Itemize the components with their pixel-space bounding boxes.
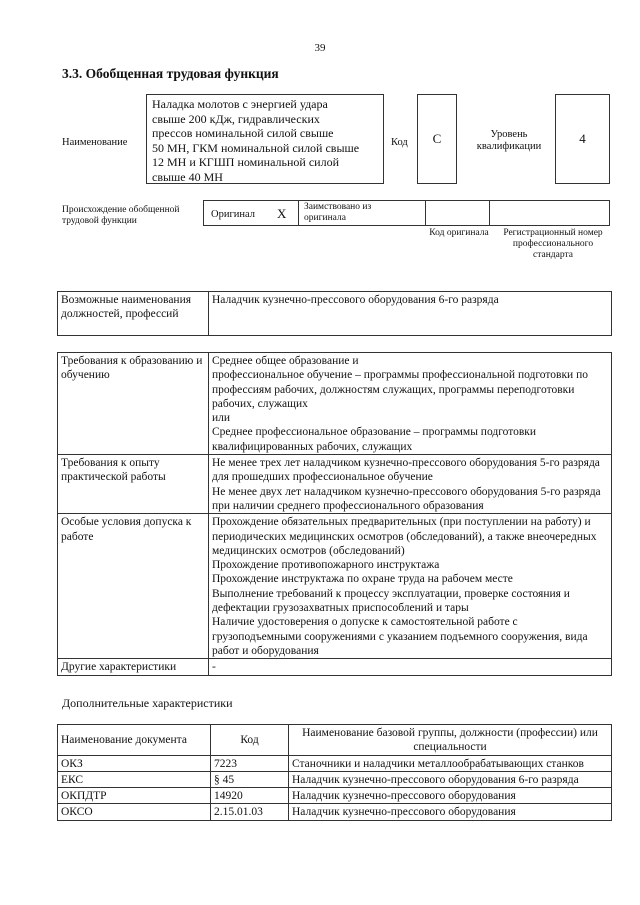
other-label: Другие характеристики <box>58 659 209 675</box>
table-row <box>58 659 612 675</box>
other-value: - <box>209 659 612 675</box>
row-code: § 45 <box>211 771 289 787</box>
experience-label: Требования к опыту практической работы <box>58 455 209 514</box>
row-code: 2.15.01.03 <box>211 804 289 820</box>
requirement-line: Среднее общее образование и <box>212 355 359 367</box>
table-row <box>58 755 612 771</box>
code-original-caption: Код оригинала <box>429 228 489 238</box>
row-doc: ЕКС <box>58 771 211 787</box>
origin-divider <box>425 201 426 225</box>
requirement-line: Не менее двух лет наладчиком кузнечно-прессового оборудования 5-го разряда при наличии среднего профессионального образования <box>212 485 601 512</box>
requirement-line: Наличие удостоверения о допуске к самостоятельной работе с грузоподъемными сооружениями с указанием подъемного сооружения, вида работ и оборудования <box>212 616 588 657</box>
education-label: Требования к образованию и обучению <box>58 353 209 455</box>
positions-table <box>57 291 612 336</box>
reg-number-caption: Регистрационный номер профессионального стандарта <box>503 228 603 260</box>
table-row <box>58 353 612 455</box>
header-name: Наименование базовой группы, должности (профессии) или специальности <box>289 725 612 756</box>
table-row <box>58 771 612 787</box>
level-value: 4 <box>579 131 586 146</box>
experience-value <box>209 455 612 514</box>
requirement-line: Прохождение обязательных предварительных (при поступлении на работу) и периодических медицинских осмотров (обследований), а также внеочередных медицинских осмотров (обследований) <box>212 516 597 557</box>
table-row <box>58 514 612 659</box>
requirement-line: Не менее трех лет наладчиком кузнечно-прессового оборудования 5-го разряда для прошедших профессиональное обучение <box>212 457 600 484</box>
row-name: Наладчик кузнечно-прессового оборудования <box>289 788 612 804</box>
admission-label: Особые условия допуска к работе <box>58 514 209 659</box>
education-value <box>209 353 612 455</box>
header-code: Код <box>211 725 289 756</box>
original-label: Оригинал <box>211 209 255 220</box>
function-name-box <box>146 94 384 184</box>
row-doc: ОКСО <box>58 804 211 820</box>
additional-title: Дополнительные характеристики <box>62 696 233 710</box>
row-doc: ОКПДТР <box>58 788 211 804</box>
requirement-line: Прохождение противопожарного инструктажа <box>212 559 440 572</box>
function-name-line: прессов номинальной силой свыше <box>152 126 334 141</box>
origin-label: Происхождение обобщенной трудовой функции <box>62 205 180 226</box>
row-code: 14920 <box>211 788 289 804</box>
header-doc: Наименование документа <box>58 725 211 756</box>
positions-value: Наладчик кузнечно-прессового оборудования 6-го разряда <box>209 292 612 336</box>
function-name-line: 50 МН, ГКМ номинальной силой свыше <box>152 140 360 155</box>
code-value: C <box>432 131 442 146</box>
code-label: Код <box>391 137 408 148</box>
table-header-row <box>58 725 612 756</box>
origin-row <box>203 200 610 226</box>
requirement-line: Выполнение требований к процессу эксплуатации, проверке состояния и дефектации грузозахватных приспособлений и тары <box>212 587 570 615</box>
function-name-line: свыше 200 кДж, гидравлических <box>152 111 320 126</box>
requirement-line: Прохождение инструктажа по охране труда на рабочем месте <box>212 573 513 586</box>
function-name-line: свыше 40 МН <box>152 169 223 184</box>
row-name: Станочники и наладчики металлообрабатывающих станков <box>289 755 612 771</box>
function-name-line: 12 МН и КГШП номинальной силой <box>152 155 339 170</box>
table-row <box>58 804 612 820</box>
page-number: 39 <box>314 42 326 54</box>
additional-table <box>57 724 612 821</box>
admission-value <box>209 514 612 659</box>
section-title: 3.3. Обобщенная трудовая функция <box>62 66 279 81</box>
level-label: Уровень квалификации <box>476 129 542 152</box>
level-value-box <box>555 94 610 184</box>
origin-divider <box>489 201 490 225</box>
requirement-line: или <box>212 412 231 425</box>
name-label: Наименование <box>62 137 128 148</box>
positions-label: Возможные наименования должностей, профессий <box>58 292 209 336</box>
function-name-line: Наладка молотов с энергией удара <box>152 97 328 111</box>
code-value-box <box>417 94 457 184</box>
row-doc: ОКЗ <box>58 755 211 771</box>
table-row <box>58 292 612 336</box>
table-row <box>58 788 612 804</box>
row-code: 7223 <box>211 755 289 771</box>
original-mark: X <box>277 206 287 221</box>
origin-divider <box>298 201 299 225</box>
table-row <box>58 455 612 514</box>
requirements-table <box>57 352 612 676</box>
row-name: Наладчик кузнечно-прессового оборудования 6-го разряда <box>289 771 612 787</box>
row-name: Наладчик кузнечно-прессового оборудования <box>289 804 612 820</box>
borrowed-label: Заимствовано из оригинала <box>304 202 372 223</box>
requirement-line: Среднее профессиональное образование – программы подготовки квалифицированных рабочих, служащих <box>212 426 537 453</box>
requirement-line: профессиональное обучение – программы профессиональной подготовки по профессиям рабочих, должностям служащих, программы переподготовки рабочих, служащих <box>212 369 588 410</box>
